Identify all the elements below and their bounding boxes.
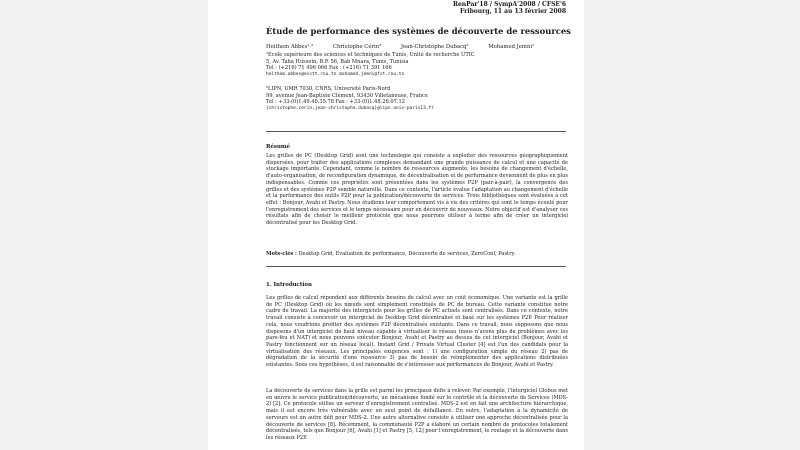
intro-paragraph-2: La découverte de services dans la grille est parmi les principaux défis à relever. Par exemple, l'intergiciel Globus met en œuvre le service publication/découverte, un mécanisme fondé sur le contrôle et la découverte de Services (MDS-2) [2]. Ce protocole utilise un serveur d'enregistrement centralisé. MDS-2 est en fait une architecture hiérarchique, mais il est encore très vulnérable avec un seul point de défaillance. En outre, l'adaptation à la dynamicité de serveurs est un autre défi pour MDS-2. Une autre alternative consiste à utiliser une approche décentralisée pour la découverte de services [8]. Récemment, la communauté P2P a élaboré un certain nombre de protocoles totalement décentralisés, tels que Bonjour [6], Avahi [1] et Pastry [5, 12] pour l'enregistrement, le routage et la découverte dans les réseaux P2P.: [266, 388, 568, 441]
keywords: [266, 251, 568, 259]
affiliation-line: 5, Av. Taha Hussein, B.P. 56, Bab Mnara, Tunis, Tunisia: [266, 58, 409, 65]
paper-title: Étude de performance des systèmes de découverte de ressources: [266, 26, 571, 36]
keywords-text: Desktop Grid, Évaluation de performance, Découverte de services, ZeroConf, Pastry.: [298, 251, 516, 257]
affiliation-line: ²LIPN, UMR 7030, CNRS, Université Paris-Nord: [266, 86, 391, 92]
section-heading: 1. Introduction: [266, 282, 312, 288]
keywords-label: Mots-clés :: [266, 251, 297, 257]
author-list: [266, 44, 566, 50]
author: Mohamed Jemni¹: [488, 44, 535, 50]
abstract-heading: Résumé: [266, 144, 290, 150]
affiliation-emails: {christophe.cerin,jean-christophe.dubacq}@lipn.univ-paris13.fr: [266, 105, 434, 111]
affiliation-emails: heithem.abbes@esstt.rnu.tn mohamed.jemni@fst.rnu.tn: [266, 71, 405, 77]
divider: [266, 266, 566, 267]
affiliation-2: [266, 86, 566, 112]
author: Jean-Christophe Dubacq²: [400, 44, 469, 50]
affiliation-1: [266, 52, 566, 78]
abstract-text: Les grilles de PC (Desktop Grid) sont une technologie qui consiste à exploiter des ressources géographiquement dispersées, pour traiter des applications complexes demandant une grande puissance de calcul et une capacité de stockage importante. Cependant, comme le nombre de ressources augmente, les besoins de changement d'échelle, d'auto-organisation, de reconfiguration dynamique, de décentralisation et de performance deviennent de plus en plus indispensables. Comme ces propriétés sont présentées dans les systèmes P2P (pair-à-pair), la convergence des grilles et des systèmes P2P semble naturelle. Dans ce contexte, l'article évalue l'adaptation au changement d'échelle et la performance des outils P2P pour la publication/découverte de services. Trois bibliothèques sont évaluées à cet effet : Bonjour, Avahi et Pastry. Nous étudions leur comportement vis à vis des critères qui sont le temps écoulé pour l'enregistrement des services et le temps nécessaire pour en découvrir de nouveaux. Notre objectif est d'analyser ces résultats afin de choisir le meilleur protocole que nous pourrons utiliser à terme afin de créer un intergiciel décentralisé pour les Desktop Grid.: [266, 153, 568, 227]
intro-paragraph-1: Les grilles de calcul répondent aux différents besoins de calcul avec un coût économique. Une variante est la grille de PC (Desktop Grid) où les nœuds sont simplement constitués de PC de bureau. Cette variante constitue notre cadre de travail. La majorité des intergiciels pour les grilles de PC actuels sont centralisés. Dans ce contexte, notre travail consiste à concevoir un intergiciel de Desktop Grid décentralisé et basé sur les systèmes P2P. Pour réaliser cela, nous voudrions profiter des systèmes P2P décentralisés existants. Dans ce travail, nous supposons que nous disposons d'un intergiciel de haut niveau capable à virtualiser le réseau (nous n'avons plus de problèmes avec les pare-feu et NAT) et nous pouvons exécuter Bonjour, Avahi et Pastry au dessus de cet intergiciel (Bonjour, Avahi et Pastry fonctionnent sur un réseau local). Instant Grid / Private Virtual Cluster [4] est l'un des candidats pour la virtualisation des réseaux. Les principales exigences sont : 1) une configuration simple du réseau 2) pas de dégradation de la sécurité d'une ressource 3) pas de besoin de réimplémenter des applications distribuées existantes. Sous ces hypothèses, il est raisonnable de s'intéresser aux performances de Bonjour, Avahi et Pastry.: [266, 295, 568, 369]
affiliation-line: Tel : +33-(0)1.49.40.35.78 Fax : +33-(0)1.48.26.07.12: [266, 99, 405, 106]
author: Heithem Abbes¹·²: [266, 44, 314, 50]
author: Christophe Cérin²: [332, 44, 382, 50]
affiliation-line: 99, avenue Jean-Baptiste Clément, 93430 Villetaneuse, France: [266, 92, 428, 99]
paper-page: [208, 0, 584, 450]
conference-dates: Fribourg, 11 au 13 février 2008: [460, 8, 566, 15]
conference-name: RenPar'18 / SympA'2008 / CFSE'6: [453, 1, 566, 8]
affiliation-line: ¹École supérieure des sciences et techniques de Tunis, Unité de recherche UTIC: [266, 52, 475, 58]
conference-header: [453, 1, 566, 15]
affiliation-line: Tel : (+216) 71 496 066 Fax : (+216) 71 391 166: [266, 65, 392, 72]
divider: [266, 131, 566, 132]
